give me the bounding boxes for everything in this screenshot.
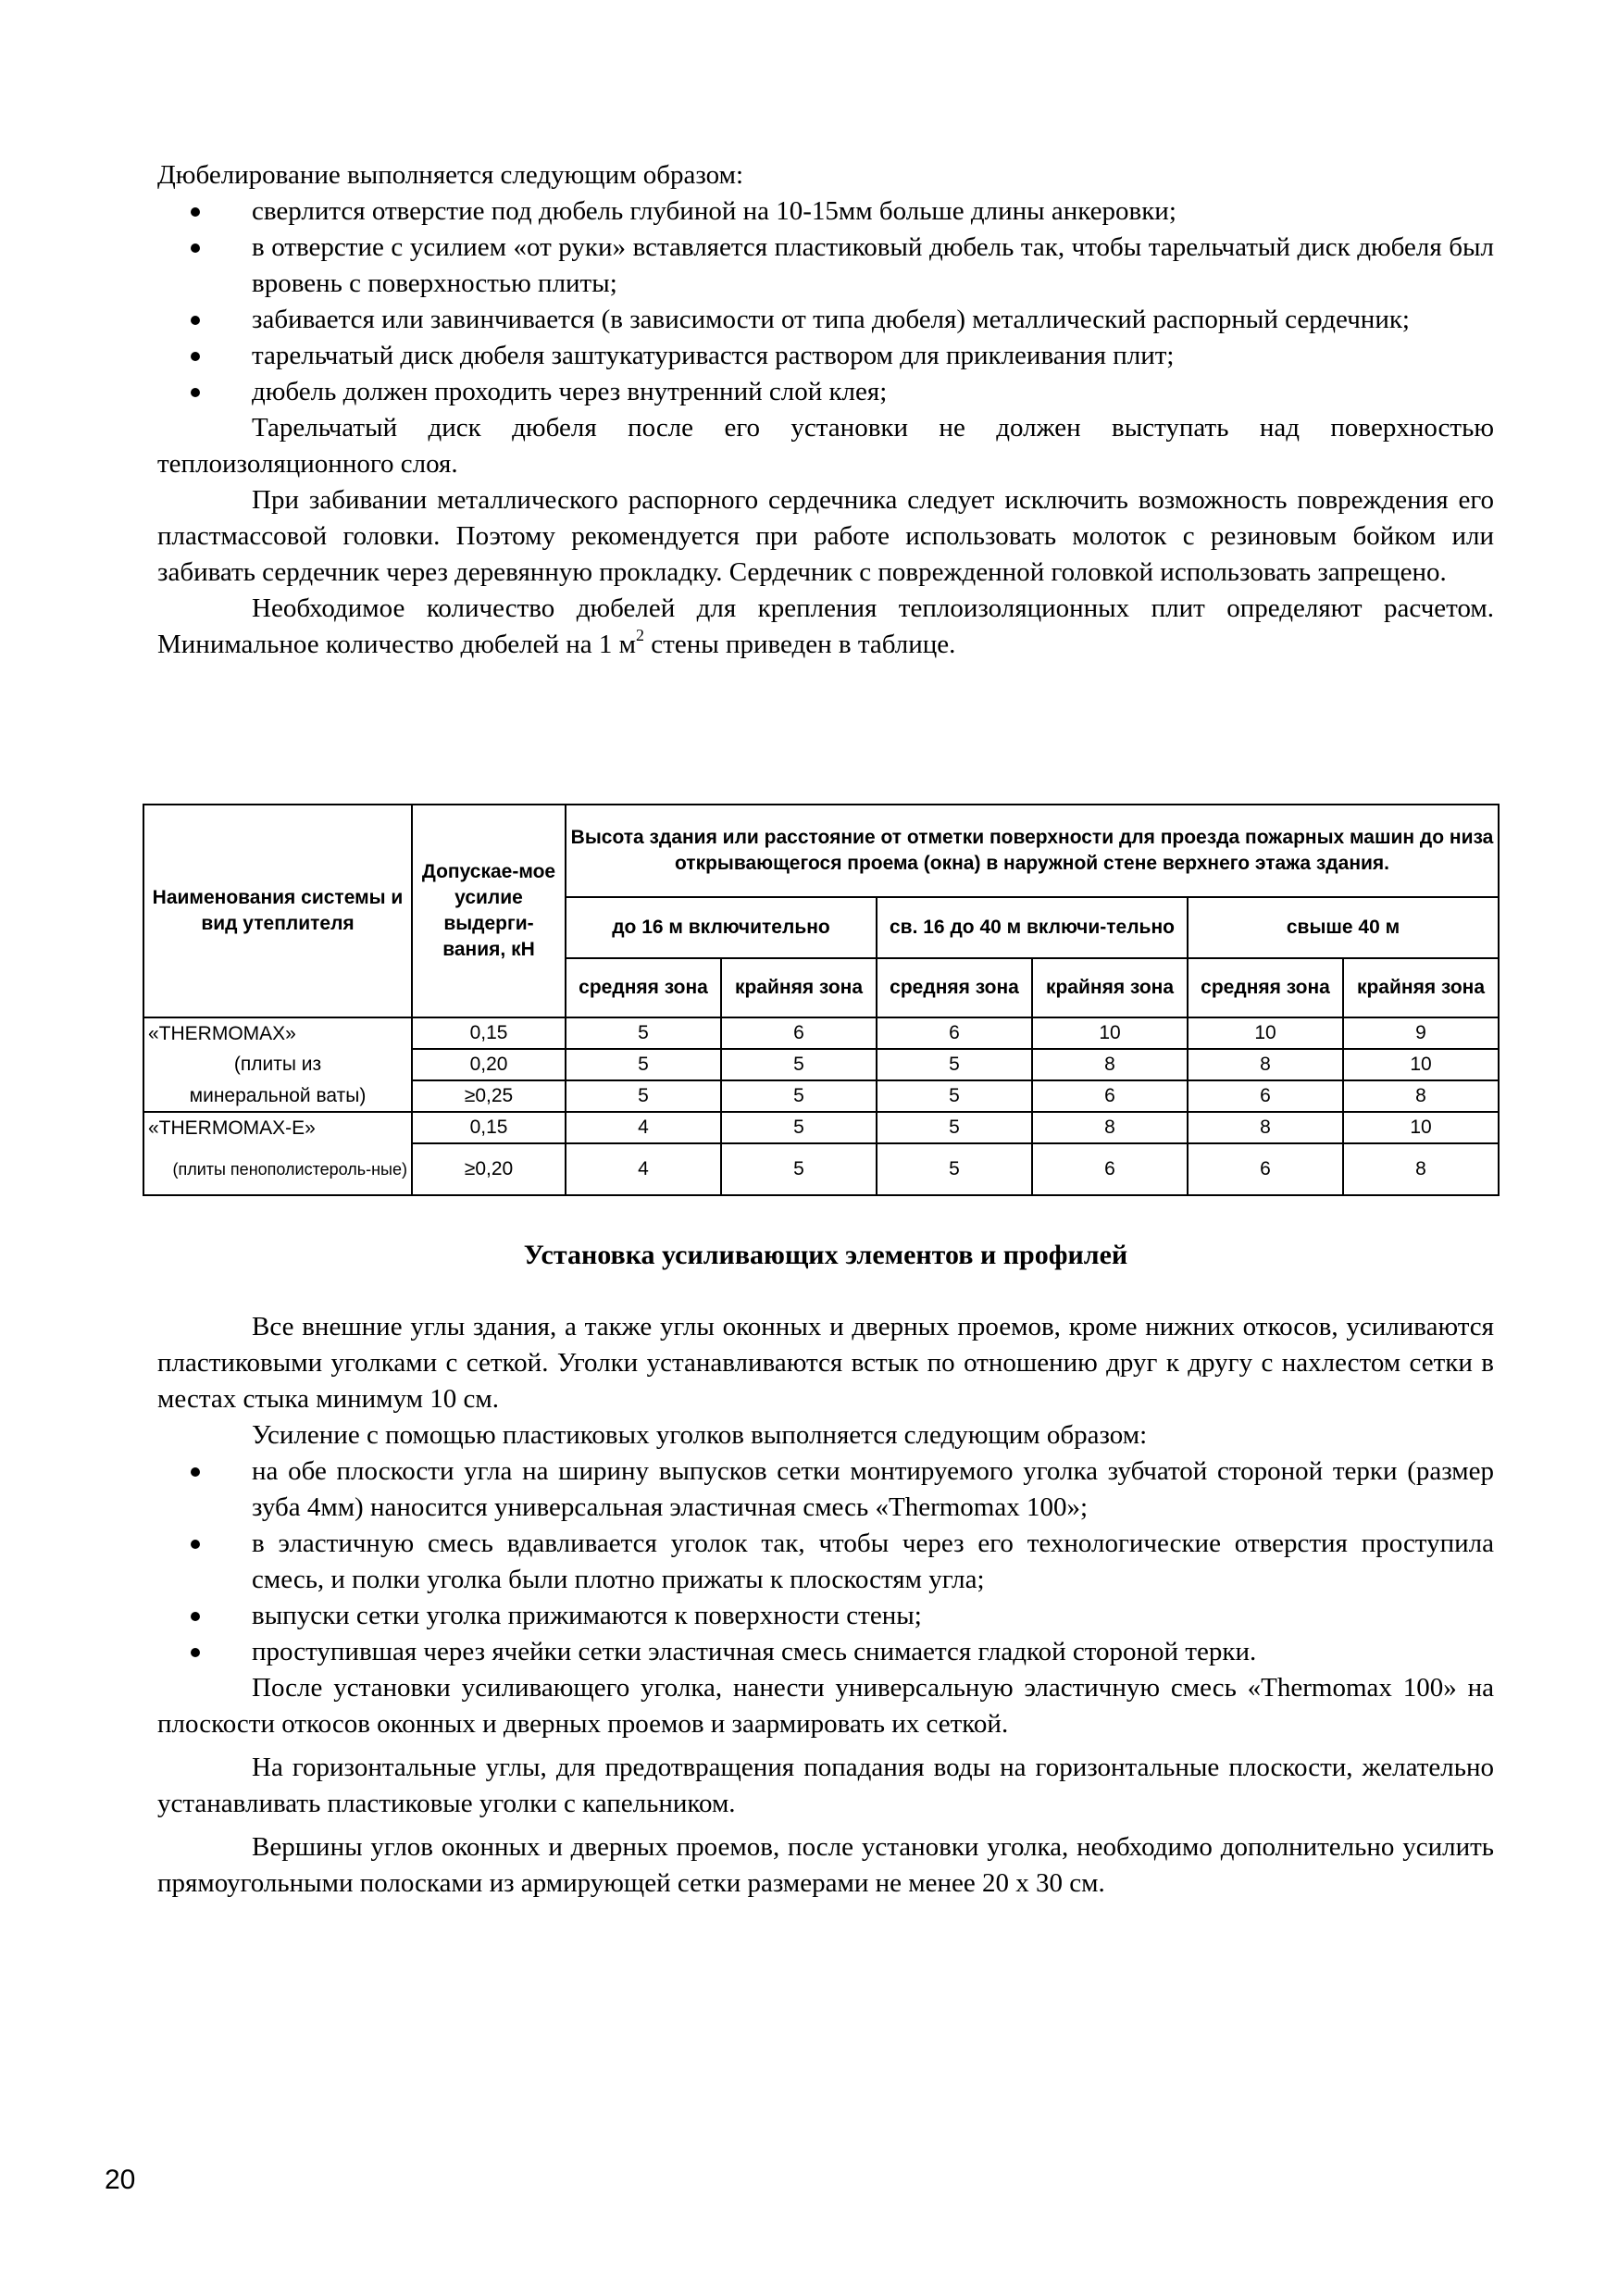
page-number: 20 [105, 2165, 136, 2195]
dowelling-steps-list [157, 193, 1494, 410]
header-zone: средняя зона [877, 958, 1032, 1017]
force-cell: ≥0,20 [412, 1143, 566, 1195]
header-system-name: Наименования системы и вид утеплителя [143, 805, 412, 1017]
value-cell: 9 [1343, 1017, 1499, 1049]
value-cell: 5 [566, 1049, 721, 1080]
bullet-icon [191, 352, 200, 361]
bullet-icon [191, 1467, 200, 1477]
list-item: на обе плоскости угла на ширину выпусков сетки монтируемого уголка зубчатой стороной терки (размер зуба 4мм) наносится универсальная эластичная смесь «Thermomax 100»; [157, 1454, 1494, 1526]
paragraph: Все внешние углы здания, а также углы оконных и дверных проемов, кроме нижних откосов, усиливаются пластиковыми уголками с сеткой. Уголки устанавливаются встык по отношению друг к другу с нахлестом сетки в местах стыка минимум 10 см. [157, 1312, 1494, 1414]
bullet-icon [191, 243, 200, 253]
value-cell: 5 [566, 1080, 721, 1112]
value-cell: 5 [877, 1080, 1032, 1112]
force-cell: ≥0,25 [412, 1080, 566, 1112]
paragraph: После установки усиливающего уголка, нанести универсальную эластичную смесь «Thermomax 100» на плоскости откосов оконных и дверных проемов и заармировать их сеткой. [157, 1673, 1494, 1739]
value-cell: 8 [1343, 1080, 1499, 1112]
value-cell: 5 [877, 1143, 1032, 1195]
bullet-icon [191, 388, 200, 397]
paragraph: На горизонтальные углы, для предотвращения попадания воды на горизонтальные плоскости, желательно устанавливать пластиковые уголки с капельником. [157, 1753, 1494, 1818]
header-zone: средняя зона [1188, 958, 1343, 1017]
header-height-range: свыше 40 м [1188, 897, 1499, 958]
value-cell: 5 [721, 1112, 877, 1143]
force-cell: 0,20 [412, 1049, 566, 1080]
table-header-row [143, 805, 1499, 897]
value-cell: 10 [1032, 1017, 1188, 1049]
paragraph: Вершины углов оконных и дверных проемов, после установки уголка, необходимо дополнительно усилить прямоугольными полосками из армирующей сетки размерами не менее 20 х 30 см. [157, 1832, 1494, 1898]
dowel-count-table [143, 804, 1500, 1196]
value-cell: 5 [721, 1080, 877, 1112]
dowelling-section [157, 157, 1494, 663]
list-item: проступившая через ячейки сетки эластичная смесь снимается гладкой стороной терки. [157, 1634, 1494, 1670]
header-height-range: св. 16 до 40 м включи-тельно [877, 897, 1188, 958]
value-cell: 6 [1032, 1080, 1188, 1112]
bullet-icon [191, 1540, 200, 1549]
bullet-icon [191, 1648, 200, 1657]
header-pull-force: Допускае-мое усилие выдерги-вания, кН [412, 805, 566, 1017]
table-row [143, 1112, 1499, 1143]
value-cell: 8 [1032, 1112, 1188, 1143]
bullet-icon [191, 316, 200, 325]
paragraph: Усиление с помощью пластиковых уголков выполняется следующим образом: [252, 1420, 1148, 1450]
value-cell: 4 [566, 1143, 721, 1195]
reinforcement-steps-list [157, 1454, 1494, 1670]
value-cell: 10 [1343, 1049, 1499, 1080]
value-cell: 8 [1188, 1112, 1343, 1143]
list-item: забивается или завинчивается (в зависимости от типа дюбеля) металлический распорный сердечник; [157, 302, 1494, 338]
force-cell: 0,15 [412, 1017, 566, 1049]
header-zone: крайняя зона [1343, 958, 1499, 1017]
force-cell: 0,15 [412, 1112, 566, 1143]
section-heading: Установка усиливающих элементов и профилей [523, 1240, 1128, 1270]
table-row [143, 1080, 1499, 1112]
value-cell: 6 [1188, 1080, 1343, 1112]
list-item: в отверстие с усилием «от руки» вставляется пластиковый дюбель так, чтобы тарельчатый диск дюбеля был вровень с поверхностью плиты; [157, 230, 1494, 302]
value-cell: 5 [566, 1017, 721, 1049]
list-item: тарельчатый диск дюбеля заштукатуривастся раствором для приклеивания плит; [157, 338, 1494, 374]
value-cell: 10 [1343, 1112, 1499, 1143]
paragraph-dowel-count: Необходимое количество дюбелей для крепления теплоизоляционных плит определяют расчетом. Минимальное количество дюбелей на 1 $м^2$ стены приведен в таблице. [157, 593, 1494, 659]
header-height-range: до 16 м включительно [566, 897, 877, 958]
list-item: выпуски сетки уголка прижимаются к поверхности стены; [157, 1598, 1494, 1634]
bullet-icon [191, 1612, 200, 1621]
list-item: дюбель должен проходить через внутренний слой клея; [157, 374, 1494, 410]
table-row [143, 1143, 1499, 1195]
system-name-cell: минеральной ваты) [143, 1080, 412, 1112]
value-cell: 8 [1032, 1049, 1188, 1080]
value-cell: 8 [1343, 1143, 1499, 1195]
header-zone: средняя зона [566, 958, 721, 1017]
dowel-count-table-wrap [143, 804, 1500, 1196]
value-cell: 5 [721, 1143, 877, 1195]
dowelling-intro: Дюбелирование выполняется следующим образом: [157, 160, 744, 190]
table-row [143, 1017, 1499, 1049]
value-cell: 6 [877, 1017, 1032, 1049]
paragraph: Тарельчатый диск дюбеля после его установки не должен выступать над поверхностью теплоизоляционного слоя. [157, 413, 1494, 479]
value-cell: 6 [1032, 1143, 1188, 1195]
value-cell: 6 [1188, 1143, 1343, 1195]
value-cell: 4 [566, 1112, 721, 1143]
value-cell: 6 [721, 1017, 877, 1049]
header-zone: крайняя зона [1032, 958, 1188, 1017]
header-zone: крайняя зона [721, 958, 877, 1017]
value-cell: 5 [721, 1049, 877, 1080]
system-name-cell: «THERMOMAX» [143, 1017, 412, 1049]
system-name-cell: (плиты из [143, 1049, 412, 1080]
header-building-height: Высота здания или расстояние от отметки поверхности для проезда пожарных машин до низа открывающегося проема (окна) в наружной стене верхнего этажа здания. [566, 805, 1499, 897]
system-name-cell: «THERMOMAX-E» [143, 1112, 412, 1143]
table-row [143, 1049, 1499, 1080]
reinforcement-section [157, 1309, 1494, 1902]
list-item: в эластичную смесь вдавливается уголок так, чтобы через его технологические отверстия проступила смесь, и полки уголка были плотно прижаты к плоскостям угла; [157, 1526, 1494, 1598]
paragraph: При забивании металлического распорного сердечника следует исключить возможность повреждения его пластмассовой головки. Поэтому рекомендуется при работе использовать молоток с резиновым бойком или забивать сердечник через деревянную прокладку. Сердечник с поврежденной головкой использовать запрещено. [157, 485, 1494, 587]
bullet-icon [191, 207, 200, 217]
system-name-cell: (плиты пенополистероль-ные) [143, 1143, 412, 1195]
list-item: сверлится отверстие под дюбель глубиной на 10-15мм больше длины анкеровки; [157, 193, 1494, 230]
value-cell: 8 [1188, 1049, 1343, 1080]
value-cell: 5 [877, 1112, 1032, 1143]
value-cell: 10 [1188, 1017, 1343, 1049]
value-cell: 5 [877, 1049, 1032, 1080]
